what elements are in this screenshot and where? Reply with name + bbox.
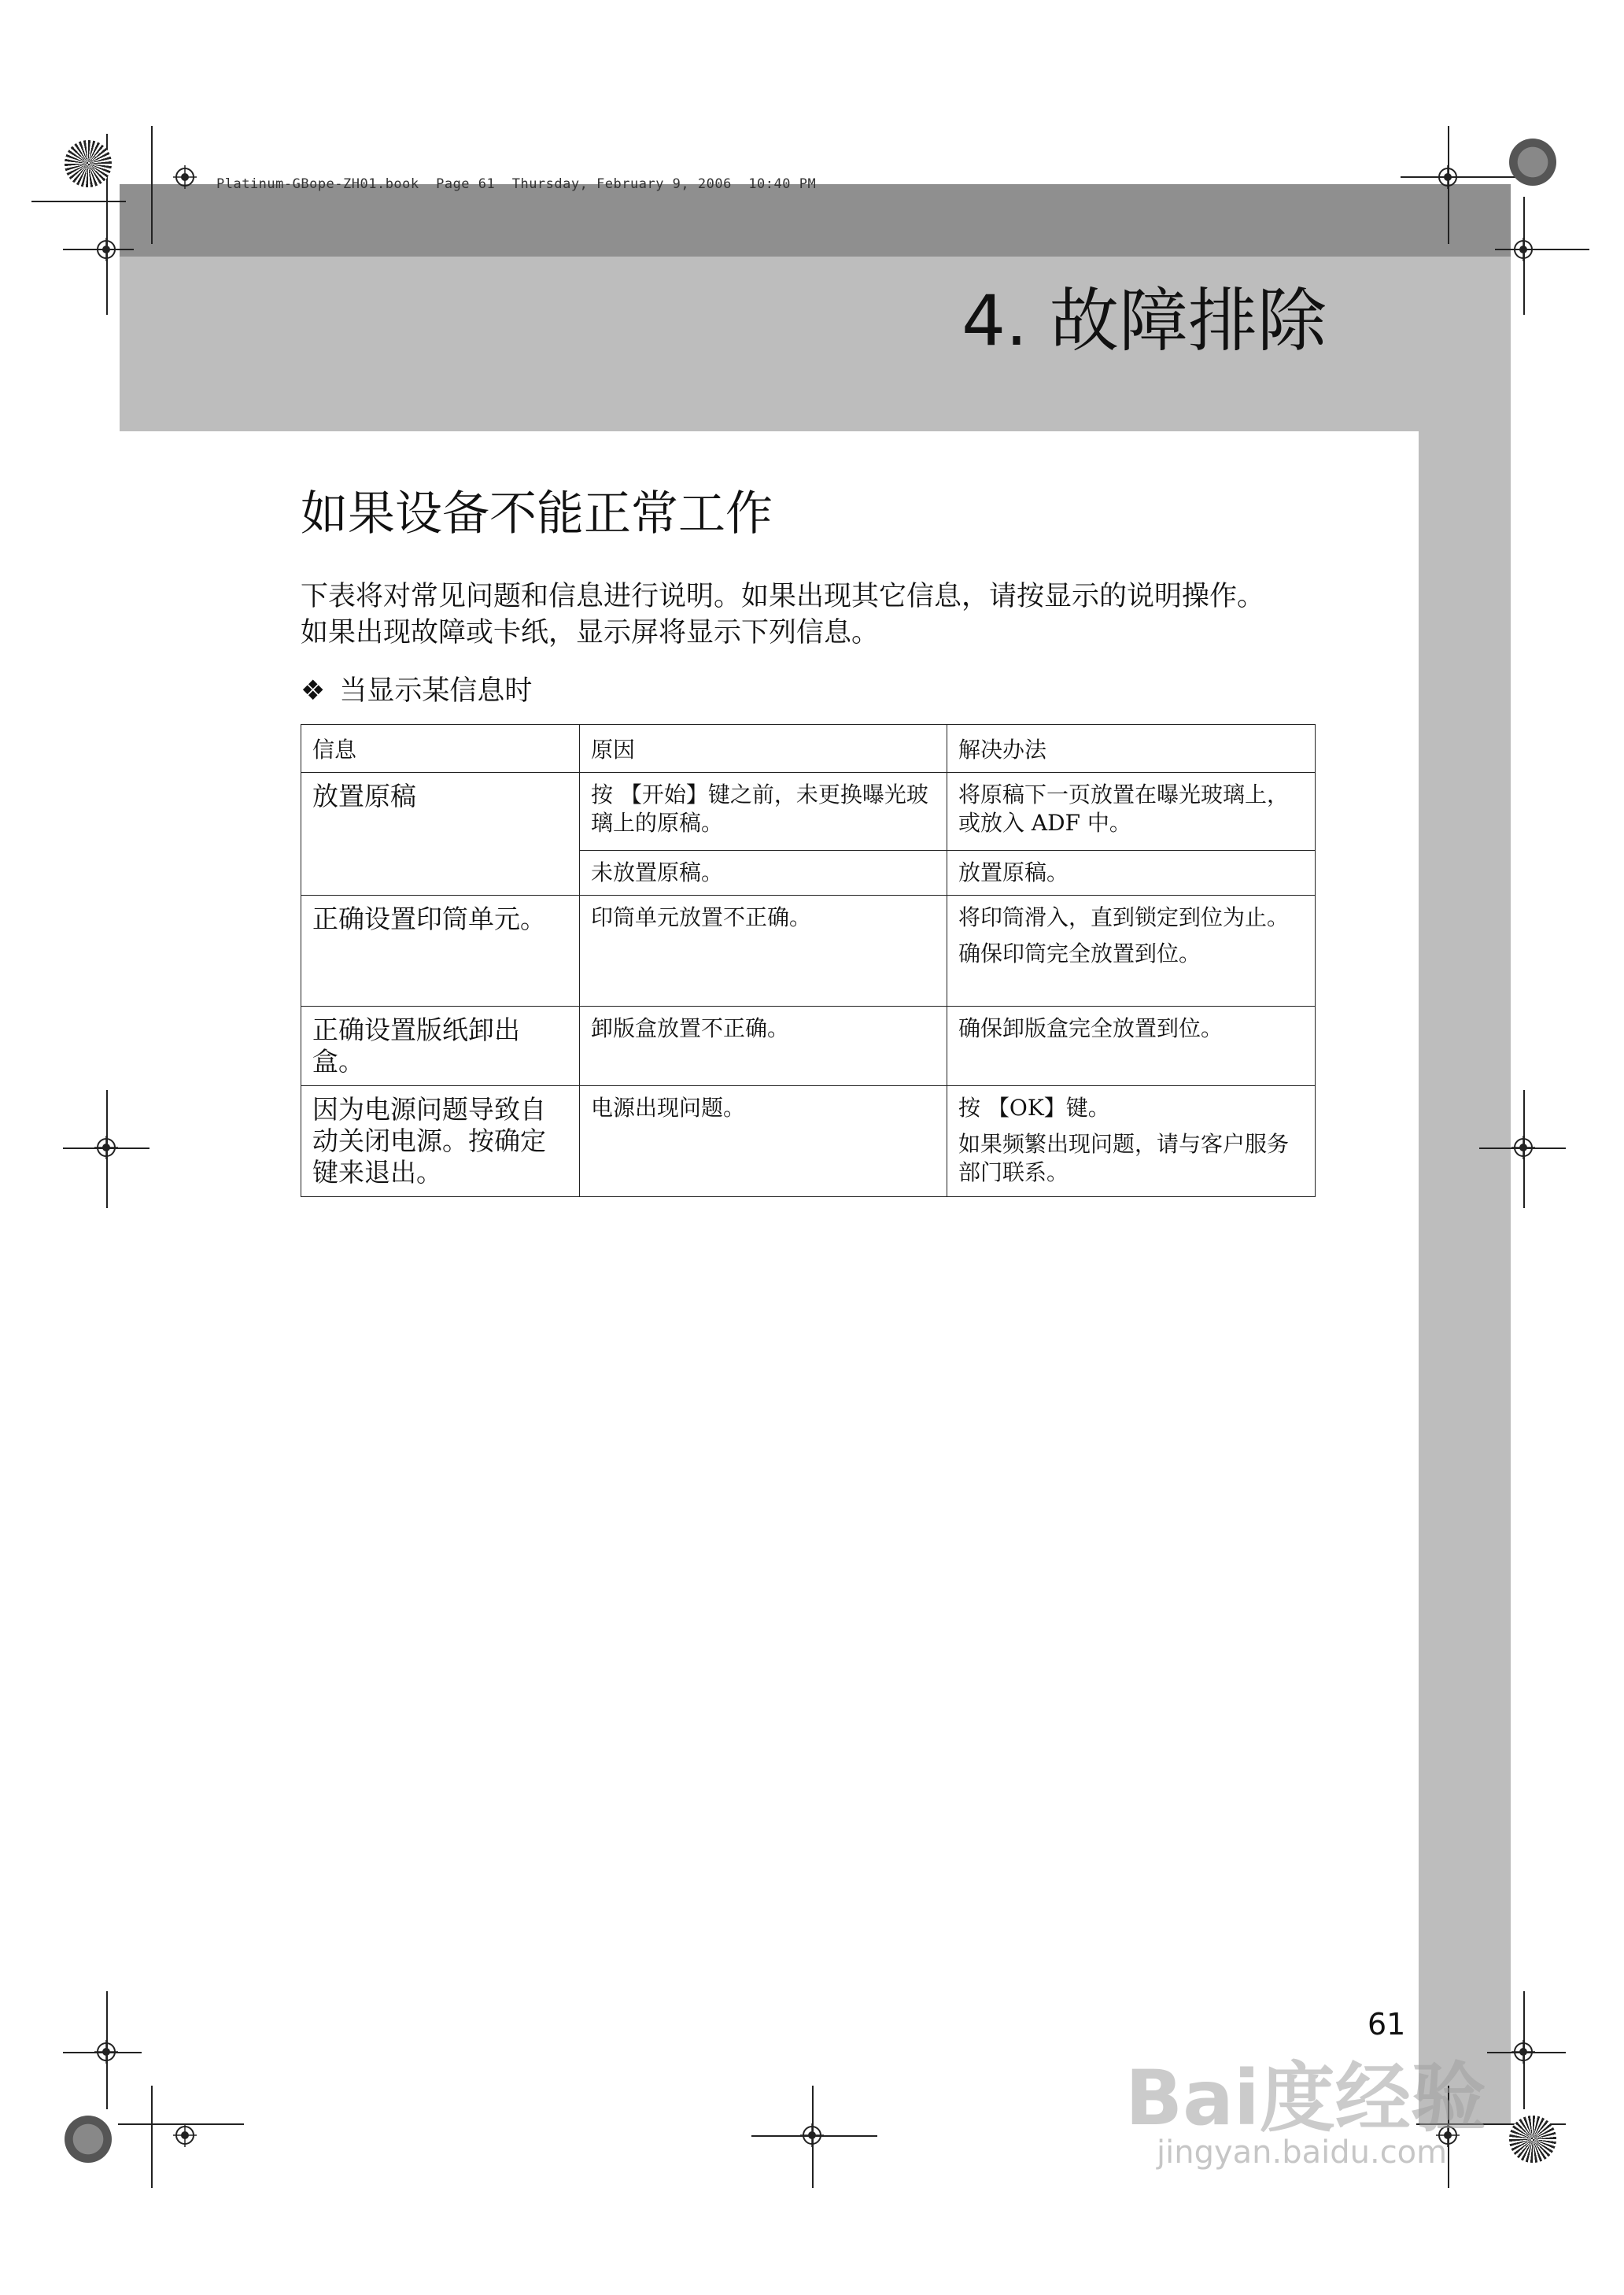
registration-mark-icon (94, 1136, 118, 1159)
subheading (301, 669, 532, 708)
message-cell: 因为电源问题导致自动关闭电源。按确定键来退出。 (301, 1086, 580, 1197)
cause-cell: 卸版盒放置不正确。 (580, 1007, 947, 1086)
message-cell: 正确设置印筒单元。 (301, 896, 580, 1007)
solution-text: 将原稿下一页放置在曝光玻璃上，或放入 ADF 中。 (958, 782, 1290, 836)
registration-mark-icon (1511, 2040, 1535, 2064)
registration-mark-icon (1436, 165, 1460, 189)
intro-paragraph (301, 578, 1264, 651)
solution-cell (947, 1007, 1316, 1086)
diamond-bullet-icon: ❖ (301, 675, 326, 707)
column-header: 原因 (580, 725, 947, 773)
registration-wheel-icon (1509, 139, 1556, 186)
cause-cell: 按 【开始】键之前，未更换曝光玻璃上的原稿。 (580, 773, 947, 851)
table-row (301, 1086, 1316, 1197)
intro-line: 如果出现故障或卡纸，显示屏将显示下列信息。 (301, 617, 880, 649)
solution-cell (947, 773, 1316, 851)
solution-cell (947, 896, 1316, 1007)
solution-cell (947, 851, 1316, 896)
side-tab-band (1419, 431, 1511, 2123)
solution-text: 按 【OK】键。 (958, 1095, 1110, 1121)
header-band-dark (120, 184, 1511, 257)
message-cell: 正确设置版纸卸出盒。 (301, 1007, 580, 1086)
message-table (301, 724, 1316, 1197)
watermark-url: jingyan.baidu.com (1157, 2134, 1448, 2171)
column-header: 信息 (301, 725, 580, 773)
cause-cell: 未放置原稿。 (580, 851, 947, 896)
crop-mark (1495, 249, 1589, 250)
page-number: 61 (1367, 2007, 1406, 2042)
table-row (301, 773, 1316, 851)
registration-mark-icon (173, 165, 197, 189)
cause-cell: 电源出现问题。 (580, 1086, 947, 1197)
table-row (301, 896, 1316, 1007)
book-info-line: Platinum-GBope-ZH01.book Page 61 Thursday, February 9, 2006 10:40 PM (216, 176, 817, 192)
crop-mark (151, 2086, 153, 2188)
solution-text: 放置原稿。 (958, 859, 1069, 885)
message-cell: 放置原稿 (301, 773, 580, 896)
crop-mark (151, 126, 153, 244)
registration-mark-icon (94, 238, 118, 261)
cause-cell: 印筒单元放置不正确。 (580, 896, 947, 1007)
registration-wheel-icon (65, 2116, 112, 2163)
chapter-title: 4. 故障排除 (961, 280, 1327, 361)
registration-mark-icon (173, 2123, 197, 2147)
solution-text: 确保印筒完全放置到位。 (958, 941, 1201, 966)
crop-mark (31, 201, 126, 202)
solution-cell (947, 1086, 1316, 1197)
registration-mark-icon (94, 2040, 118, 2064)
solution-text: 如果频繁出现问题，请与客户服务部门联系。 (958, 1131, 1290, 1185)
table-row (301, 1007, 1316, 1086)
registration-mark-icon (1511, 238, 1535, 261)
table-header-row (301, 725, 1316, 773)
registration-mark-icon (800, 2123, 824, 2147)
intro-line: 下表将对常见问题和信息进行说明。如果出现其它信息，请按显示的说明操作。 (301, 581, 1265, 612)
section-title: 如果设备不能正常工作 (301, 486, 773, 541)
subheading-text: 当显示某信息时 (339, 675, 533, 707)
solution-text: 将印筒滑入，直到锁定到位为止。 (958, 904, 1290, 930)
registration-wheel-icon (1509, 2116, 1556, 2163)
solution-text: 确保卸版盒完全放置到位。 (958, 1015, 1224, 1041)
column-header: 解决办法 (947, 725, 1316, 773)
registration-wheel-icon (65, 140, 112, 187)
watermark-logo: Bai度经验 (1125, 2054, 1486, 2142)
registration-mark-icon (1511, 1136, 1535, 1159)
